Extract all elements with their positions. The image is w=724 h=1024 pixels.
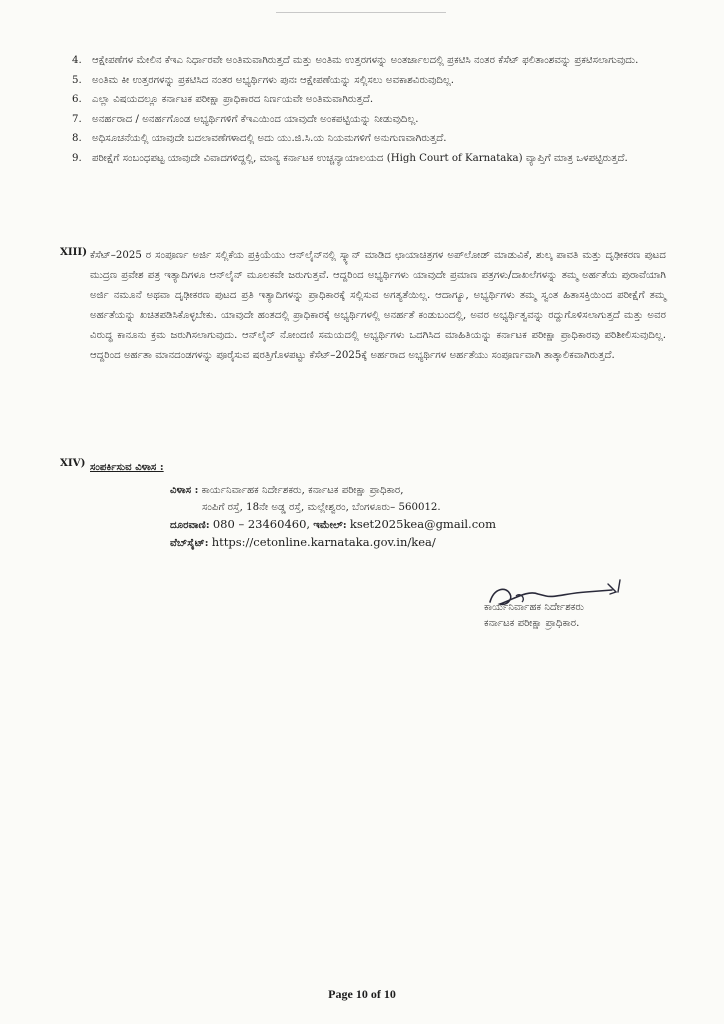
list-item-text: ಅನರ್ಹರಾದ / ಅನರ್ಹಗೊಂಡ ಅಭ್ಯರ್ಥಿಗಳಿಗೆ ಕೆಇಎಯಿಂದ ಯಾವುದೇ ಅಂಕಪಟ್ಟಿಯನ್ನು ನೀಡುವುದಿಲ್ಲ. — [92, 113, 419, 125]
list-item-number: 5. — [72, 74, 82, 86]
list-item-text: ಪರೀಕ್ಷೆಗೆ ಸಂಬಂಧಪಟ್ಟ ಯಾವುದೇ ವಿವಾದಗಳಿದ್ದಲ್ಲಿ, ಮಾನ್ಯ ಕರ್ನಾಟಕ ಉಚ್ಚನ್ಯಾಯಾಲಯದ (High Court of Karnataka) ವ್ಯಾಪ್ತಿಗೆ ಮಾತ್ರ ಒಳಪಟ್ಟಿರುತ್ತದೆ. — [92, 152, 628, 164]
section-heading: ಸಂಪರ್ಕಿಸುವ ವಿಳಾಸ : — [90, 461, 164, 473]
section-text: ಕೆಸೆಟ್–2025 ರ ಸಂಪೂರ್ಣ ಅರ್ಜಿ ಸಲ್ಲಿಕೆಯ ಪ್ರಕ್ರಿಯೆಯು ಆನ್‌ಲೈನ್‌ನಲ್ಲಿ ಸ್ಕ್ಯಾನ್ ಮಾಡಿದ ಛಾಯಾಚಿತ್ರಗಳ ಅಪ್‌ಲೋಡ್ ಮಾಡುವಿಕೆ, ಶುಲ್ಕ ಪಾವತಿ ಮತ್ತು ದೃಢೀಕರಣ ಪುಟದ ಮುದ್ರಣ ಪ್ರವೇಶ ಪತ್ರ ಇತ್ಯಾದಿಗಳೂ ಆನ್‌ಲೈನ್ ಮೂಲಕವೇ ಜರುಗುತ್ತವೆ. ಆದ್ದರಿಂದ ಅಭ್ಯರ್ಥಿಗಳು ಯಾವುದೇ ಪ್ರಮಾಣ ಪತ್ರಗಳು/ದಾಖಲೆಗಳನ್ನು ತಮ್ಮ ಅರ್ಹತೆಯ ಪುರಾವೆಯಾಗಿ ಅರ್ಜಿ ನಮೂನೆ ಅಥವಾ ದೃಢೀಕರಣ ಪುಟದ ಪ್ರತಿ ಇತ್ಯಾದಿಗಳನ್ನು ಪ್ರಾಧಿಕಾರಕ್ಕೆ ಸಲ್ಲಿಸುವ ಅಗತ್ಯತೆಯಿಲ್ಲ. ಆದಾಗ್ಯೂ, ಅಭ್ಯರ್ಥಿಗಳು ತಮ್ಮ ಸ್ವಂತ ಹಿತಾಸಕ್ತಿಯಿಂದ ಪರೀಕ್ಷೆಗೆ ತಮ್ಮ ಅರ್ಹತೆಯನ್ನು ಖಚಿತಪಡಿಸಿಕೊಳ್ಳಬೇಕು. ಯಾವುದೇ ಹಂತದಲ್ಲಿ ಪ್ರಾಧಿಕಾರಕ್ಕೆ ಅಭ್ಯರ್ಥಿಗಳಲ್ಲಿ ಅನರ್ಹತೆ ಕಂಡುಬಂದಲ್ಲಿ, ಅವರ ಅಭ್ಯರ್ಥಿತ್ವವನ್ನು ರದ್ದುಗೊಳಿಸಲಾಗುತ್ತದೆ ಮತ್ತು ಅವರ ವಿರುದ್ಧ ಕಾನೂನು ಕ್ರಮ ಜರುಗಿಸಲಾಗುವುದು. ಆನ್‌ಲೈನ್ ನೋಂದಣಿ ಸಮಯದಲ್ಲಿ ಅಭ್ಯರ್ಥಿಗಳು ಒದಗಿಸಿದ ಮಾಹಿತಿಯನ್ನು ಕರ್ನಾಟಕ ಪರೀಕ್ಷಾ ಪ್ರಾಧಿಕಾರವು ಪರಿಶೀಲಿಸುವುದಿಲ್ಲ. ಆದ್ದರಿಂದ ಅರ್ಹತಾ ಮಾನದಂಡಗಳನ್ನು ಪೂರೈಸುವ ಷರತ್ತಿಗೊಳಪಟ್ಟು ಕೆಸೆಟ್–2025ಕ್ಕೆ ಅರ್ಹರಾದ ಅಭ್ಯರ್ಥಿಗಳ ಅರ್ಹತೆಯು ಸಂಪೂರ್ಣವಾಗಿ ತಾತ್ಕಾಲಿಕವಾಗಿರುತ್ತದೆ. — [90, 250, 666, 361]
list-item — [72, 111, 672, 128]
website-label: ವೆಬ್‌ಸೈಟ್: — [170, 537, 209, 549]
list-item — [72, 150, 672, 167]
list-item-number: 8. — [72, 133, 82, 144]
list-item-number: 6. — [72, 94, 82, 105]
contact-block — [170, 482, 670, 552]
section-number: XIII) — [60, 246, 88, 258]
address-line-1: ಕಾರ್ಯನಿರ್ವಾಹಕ ನಿರ್ದೇಶಕರು, ಕರ್ನಾಟಕ ಪರೀಕ್ಷಾ ಪ್ರಾಧಿಕಾರ, — [201, 485, 404, 496]
address-row — [170, 482, 670, 499]
list-item-number: 9. — [72, 152, 82, 164]
list-item — [72, 130, 672, 147]
top-rule — [276, 12, 446, 13]
phone-number: 080 – 23460460, — [212, 517, 311, 531]
signatory-organization: ಕರ್ನಾಟಕ ಪರೀಕ್ಷಾ ಪ್ರಾಧಿಕಾರ. — [484, 618, 580, 629]
numbered-list — [72, 52, 672, 169]
signatory-block — [484, 600, 684, 632]
list-item-number: 7. — [72, 113, 82, 125]
address-label: ವಿಳಾಸ : — [170, 484, 199, 496]
list-item — [72, 72, 672, 89]
address-row-2 — [170, 499, 670, 516]
section-number: XIV) — [60, 457, 86, 469]
list-item-number: 4. — [72, 55, 82, 66]
page-footer — [0, 987, 724, 1002]
phone-email-row — [170, 516, 670, 534]
total-pages: 10 — [383, 987, 396, 1001]
list-item-text: ಅಂತಿಮ ಕೀ ಉತ್ತರಗಳನ್ನು ಪ್ರಕಟಿಸಿದ ನಂತರ ಅಭ್ಯರ್ಥಿಗಳು ಪುನಃ ಆಕ್ಷೇಪಣೆಯನ್ನು ಸಲ್ಲಿಸಲು ಅವಕಾಶವಿರುವುದಿಲ್ಲ. — [92, 74, 455, 86]
list-item — [72, 52, 672, 69]
signatory-title: ಕಾರ್ಯನಿರ್ವಾಹಕ ನಿರ್ದೇಶಕರು — [484, 602, 584, 613]
current-page: 10 — [355, 987, 368, 1001]
section-heading-wrap — [90, 457, 666, 478]
list-item — [72, 91, 672, 108]
list-item-text: ಎಲ್ಲಾ ವಿಷಯದಲ್ಲೂ ಕರ್ನಾಟಕ ಪರೀಕ್ಷಾ ಪ್ರಾಧಿಕಾರದ ನಿರ್ಣಯವೇ ಅಂತಿಮವಾಗಿರುತ್ತದೆ. — [92, 94, 374, 105]
of-word: of — [370, 987, 381, 1001]
email-address[interactable]: kset2025kea@gmail.com — [349, 517, 496, 531]
website-row — [170, 534, 670, 552]
page-word: Page — [328, 987, 353, 1001]
list-item-text: ಆಕ್ಷೇಪಣೆಗಳ ಮೇಲಿನ ಕೆಇಎ ನಿರ್ಧಾರವೇ ಅಂತಿಮವಾಗಿರುತ್ತದೆ ಮತ್ತು ಅಂತಿಮ ಉತ್ತರಗಳನ್ನು ಅಂತರ್ಜಾಲದಲ್ಲಿ ಪ್ರಕಟಿಸಿ ನಂತರ ಕೆಸೆಟ್ ಫಲಿತಾಂಶವನ್ನು ಪ್ರಕಟಿಸಲಾಗುವುದು. — [92, 55, 639, 66]
list-item-text: ಅಧಿಸೂಚನೆಯಲ್ಲಿ ಯಾವುದೇ ಬದಲಾವಣೆಗಳಾದಲ್ಲಿ ಅದು ಯು.ಜಿ.ಸಿ.ಯ ನಿಯಮಗಳಿಗೆ ಅನುಗುಣವಾಗಿರುತ್ತದೆ. — [92, 133, 447, 144]
address-line-2: ಸಂಪಿಗೆ ರಸ್ತೆ, 18ನೇ ಅಡ್ಡ ರಸ್ತೆ, ಮಲ್ಲೇಶ್ವರಂ, ಬೆಂಗಳೂರು– 560012. — [202, 502, 441, 513]
phone-label: ದೂರವಾಣಿ: — [170, 519, 210, 531]
email-label: ಇಮೇಲ್: — [313, 519, 347, 531]
website-link[interactable]: https://cetonline.karnataka.gov.in/kea/ — [211, 535, 436, 549]
